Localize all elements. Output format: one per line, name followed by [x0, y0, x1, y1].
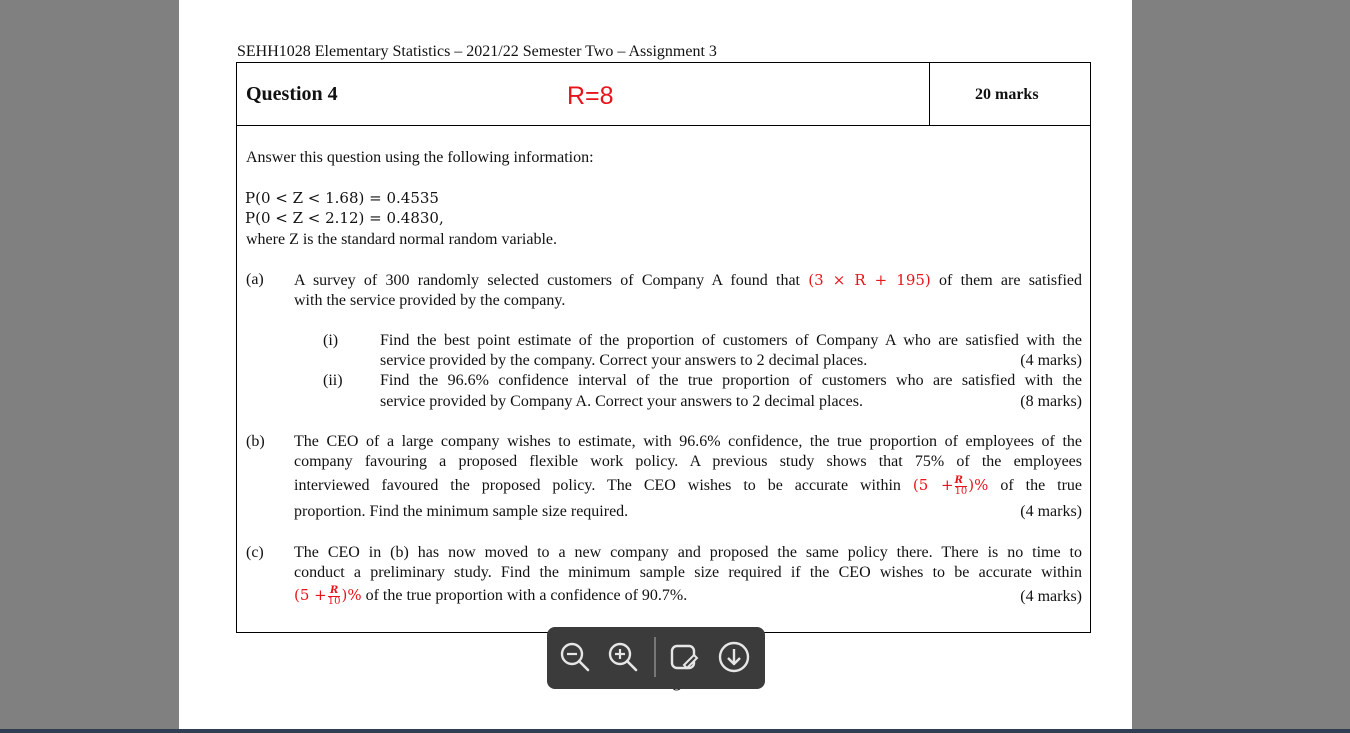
part-c-marks: (4 marks)	[1020, 588, 1082, 605]
download-icon[interactable]	[717, 640, 751, 674]
part-b-marks: (4 marks)	[1020, 503, 1082, 520]
r-value-annotation: R=8	[567, 82, 614, 110]
part-c-line-3	[294, 585, 687, 609]
question-marks: 20 marks	[975, 86, 1039, 103]
probability-1: P(0 < Z < 1.68) = 0.4535	[245, 189, 439, 207]
intro-lead: Answer this question using the following information:	[246, 149, 594, 166]
question-header-table	[236, 62, 1091, 126]
part-b-fraction-num: R	[955, 476, 968, 487]
zoom-out-icon[interactable]	[558, 640, 592, 674]
probability-2: P(0 < Z < 2.12) = 0.4830,	[245, 209, 444, 227]
part-b-expr-open: (5 +	[912, 476, 954, 494]
part-b-expr-close: )%	[968, 476, 989, 494]
part-c-line-2: conduct a preliminary study. Find the minimum sample size required if the CEO wishes to be accurate within	[294, 564, 1082, 581]
part-b-line-3-end: of the true	[1000, 477, 1083, 494]
part-b-line-1: The CEO of a large company wishes to estimate, with 96.6% confidence, the true proportion of employees of the	[294, 433, 1082, 450]
part-c-line-3-text: of the true proportion with a confidence of 90.7%.	[365, 587, 688, 604]
part-c-line-1: The CEO in (b) has now moved to a new company and proposed the same policy there. There is no time to	[294, 544, 1082, 561]
part-a-ii-line-2: service provided by Company A. Correct your answers to 2 decimal places.	[380, 393, 863, 410]
part-c-fraction	[328, 586, 341, 607]
part-b-line-3-text: interviewed favoured the proposed policy. The CEO wishes to be accurate within	[294, 477, 901, 494]
question-title: Question 4	[246, 83, 338, 105]
question-body	[236, 125, 1091, 633]
table-divider	[929, 63, 930, 125]
part-a-i-label: (i)	[323, 332, 339, 349]
part-a-label: (a)	[246, 271, 264, 288]
bottom-bar	[0, 729, 1350, 733]
document-page	[179, 0, 1132, 729]
part-b-label: (b)	[246, 433, 265, 450]
part-a-i-marks: (4 marks)	[1020, 352, 1082, 369]
part-c-label: (c)	[246, 544, 264, 561]
part-b-line-2: company favouring a proposed flexible work policy. A previous study shows that 75% of the employees	[294, 453, 1082, 470]
markup-icon[interactable]	[667, 640, 701, 674]
part-a-ii-label: (ii)	[323, 372, 343, 389]
part-c-fraction-den: 10	[327, 595, 341, 607]
part-b-fraction	[955, 476, 968, 497]
part-a-line-1-text: A survey of 300 randomly selected customers of Company A found that	[294, 272, 801, 289]
part-a-ii-line-1: Find the 96.6% confidence interval of the true proportion of customers who are satisfied with the	[380, 372, 1082, 389]
part-c-expr-close: )%	[341, 586, 362, 604]
toolbar-separator	[654, 637, 656, 677]
part-c-expr-open: (5 +	[294, 586, 327, 604]
part-a-line-1-end: of them are satisfied	[939, 272, 1083, 289]
part-b-expression	[912, 474, 989, 497]
intro-where: where Z is the standard normal random variable.	[246, 231, 557, 248]
part-b-line-4: proportion. Find the minimum sample size required.	[294, 503, 629, 520]
part-a-i-line-2: service provided by the company. Correct your answers to 2 decimal places.	[380, 352, 868, 369]
viewer-toolbar	[547, 627, 765, 689]
part-c-expression	[294, 584, 362, 607]
part-c-fraction-num: R	[328, 586, 341, 597]
part-b-line-3	[294, 475, 1082, 499]
zoom-in-icon[interactable]	[606, 640, 640, 674]
part-b-fraction-den: 10	[954, 485, 968, 497]
part-a-line-2: with the service provided by the company.	[294, 292, 566, 309]
course-header: SEHH1028 Elementary Statistics – 2021/22 Semester Two – Assignment 3	[237, 43, 717, 60]
part-a-line-1	[294, 270, 1082, 291]
part-a-expression: (3 × R + 195)	[808, 271, 931, 289]
part-a-i-line-1: Find the best point estimate of the proportion of customers of Company A who are satisfied with the	[380, 332, 1082, 349]
part-a-ii-marks: (8 marks)	[1020, 393, 1082, 410]
